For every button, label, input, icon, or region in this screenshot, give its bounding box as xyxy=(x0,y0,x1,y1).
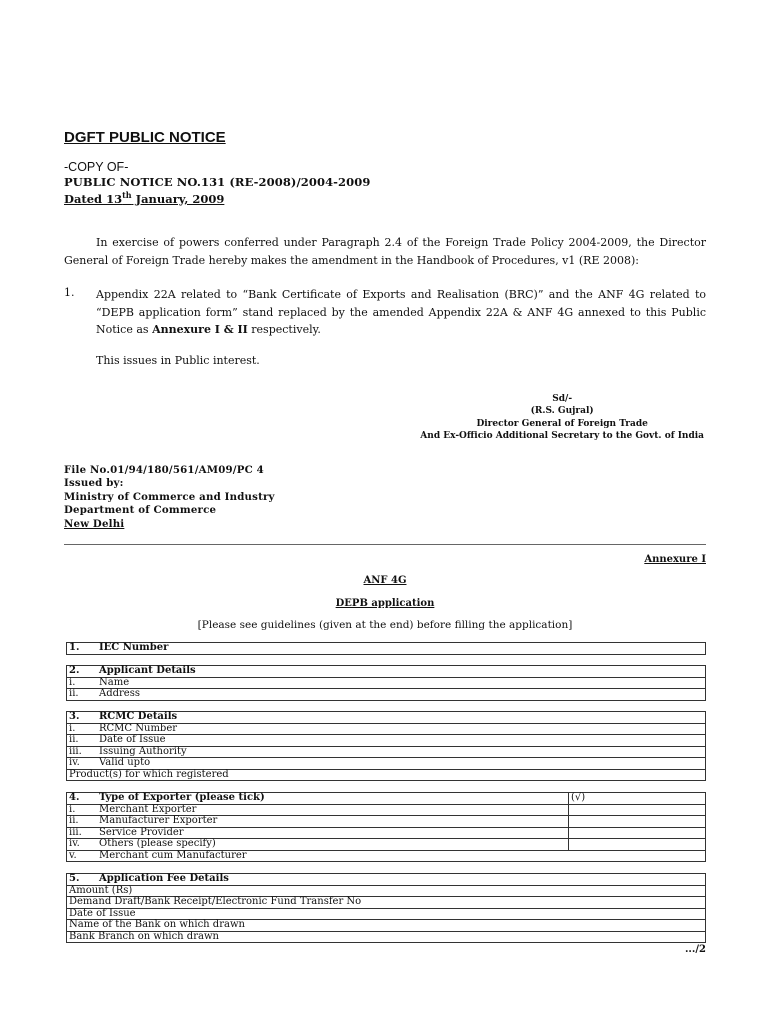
row-number: iii. xyxy=(67,746,98,758)
row-label: Others (please specify) xyxy=(97,839,569,851)
signature-block xyxy=(420,393,704,442)
table-row xyxy=(67,666,706,678)
table-row xyxy=(67,920,706,932)
notice-title: DGFT PUBLIC NOTICE xyxy=(64,129,226,146)
row-number: i. xyxy=(67,804,98,816)
section-rcmc xyxy=(66,711,706,781)
table-row xyxy=(67,677,706,689)
table-row xyxy=(67,874,706,886)
item-1-text: Appendix 22A related to “Bank Certificate of Exports and Realisation (BRC)” and the ANF 4G related to “DEPB application form” stand replaced by the amended Appendix 22A & ANF 4G annexed to this Public Notice as Annexure I & II respectively. xyxy=(96,288,706,336)
ministry-name: Ministry of Commerce and Industry xyxy=(64,490,275,503)
row-label: Manufacturer Exporter xyxy=(97,816,569,828)
section-iec xyxy=(66,642,706,655)
page-continuation: .../2 xyxy=(684,944,706,955)
table-row xyxy=(67,885,706,897)
form-code: ANF 4G xyxy=(363,575,407,586)
notice-date: Dated 13th January, 2009 xyxy=(64,190,225,206)
table-row xyxy=(67,850,706,862)
table-row xyxy=(67,689,706,701)
row-number: ii. xyxy=(67,735,98,747)
section-fee xyxy=(66,873,706,943)
section-number: 3. xyxy=(67,712,98,724)
row-number: ii. xyxy=(67,689,98,701)
table-row xyxy=(67,643,706,655)
table-row xyxy=(67,931,706,943)
section-title: IEC Number xyxy=(97,643,706,655)
row-label: Date of Issue xyxy=(67,908,706,920)
copy-of-label: -COPY OF- xyxy=(64,160,129,174)
row-number: i. xyxy=(67,677,98,689)
tick-box[interactable] xyxy=(569,839,706,851)
row-label: Name of the Bank on which drawn xyxy=(67,920,706,932)
row-number: iv. xyxy=(67,839,98,851)
section-title: RCMC Details xyxy=(97,712,706,724)
table-row xyxy=(67,897,706,909)
item-number: 1. xyxy=(64,286,75,299)
row-number: v. xyxy=(67,850,98,862)
table-row xyxy=(67,723,706,735)
section-number: 5. xyxy=(67,874,98,886)
file-number: File No.01/94/180/561/AM09/PC 4 xyxy=(64,464,264,476)
table-row xyxy=(67,758,706,770)
row-label: Amount (Rs) xyxy=(67,885,706,897)
row-label: Demand Draft/Bank Receipt/Electronic Fund Transfer No xyxy=(67,897,706,909)
row-label: Merchant cum Manufacturer xyxy=(97,850,706,862)
signatory-designation: Director General of Foreign Trade xyxy=(476,418,648,429)
section-title: Application Fee Details xyxy=(97,874,706,886)
divider xyxy=(64,544,706,545)
signatory-additional: And Ex-Officio Additional Secretary to the Govt. of India xyxy=(420,430,704,441)
row-label: Issuing Authority xyxy=(97,746,706,758)
tick-box[interactable] xyxy=(569,816,706,828)
signatory-name: (R.S. Gujral) xyxy=(530,406,594,417)
issued-by-label: Issued by: xyxy=(64,477,124,490)
row-label: Date of Issue xyxy=(97,735,706,747)
intro-paragraph: In exercise of powers conferred under Paragraph 2.4 of the Foreign Trade Policy 2004-2009, the Director General of Foreign Trade hereby makes the amendment in the Handbook of Procedures, v1 (RE 2008): xyxy=(64,236,706,267)
row-number: i. xyxy=(67,723,98,735)
row-label: Product(s) for which registered xyxy=(67,769,706,781)
tick-column-header: (√) xyxy=(569,793,706,805)
section-title: Type of Exporter (please tick) xyxy=(97,793,569,805)
table-row xyxy=(67,908,706,920)
table-row xyxy=(67,769,706,781)
row-number: ii. xyxy=(67,816,98,828)
row-label: RCMC Number xyxy=(97,723,706,735)
public-interest-line: This issues in Public interest. xyxy=(96,354,260,367)
section-number: 4. xyxy=(67,793,98,805)
department-name: Department of Commerce xyxy=(64,504,217,517)
row-number: iii. xyxy=(67,827,98,839)
tick-box[interactable] xyxy=(569,804,706,816)
table-row xyxy=(67,793,706,805)
row-number: iv. xyxy=(67,758,98,770)
row-label: Bank Branch on which drawn xyxy=(67,931,706,943)
tick-box[interactable] xyxy=(569,827,706,839)
sd-mark: Sd/- xyxy=(552,394,573,404)
row-label: Service Provider xyxy=(97,827,569,839)
notice-number: PUBLIC NOTICE NO.131 (RE-2008)/2004-2009 xyxy=(64,175,371,189)
form-title: DEPB application xyxy=(335,598,435,609)
table-row xyxy=(67,804,706,816)
row-label: Name xyxy=(97,677,706,689)
table-row xyxy=(67,746,706,758)
section-applicant xyxy=(66,665,706,701)
row-label: Valid upto xyxy=(97,758,706,770)
table-row xyxy=(67,735,706,747)
table-row xyxy=(67,816,706,828)
section-exporter-type xyxy=(66,792,706,862)
section-number: 2. xyxy=(67,666,98,678)
table-row xyxy=(67,712,706,724)
row-label: Merchant Exporter xyxy=(97,804,569,816)
city-name: New Delhi xyxy=(64,517,125,530)
table-row xyxy=(67,827,706,839)
annexure-label: Annexure I xyxy=(644,554,706,565)
guidelines-note: [Please see guidelines (given at the end) before filling the application] xyxy=(197,619,573,631)
file-info-block xyxy=(64,464,275,531)
section-title: Applicant Details xyxy=(97,666,706,678)
row-label: Address xyxy=(97,689,706,701)
section-number: 1. xyxy=(67,643,98,655)
table-row xyxy=(67,839,706,851)
